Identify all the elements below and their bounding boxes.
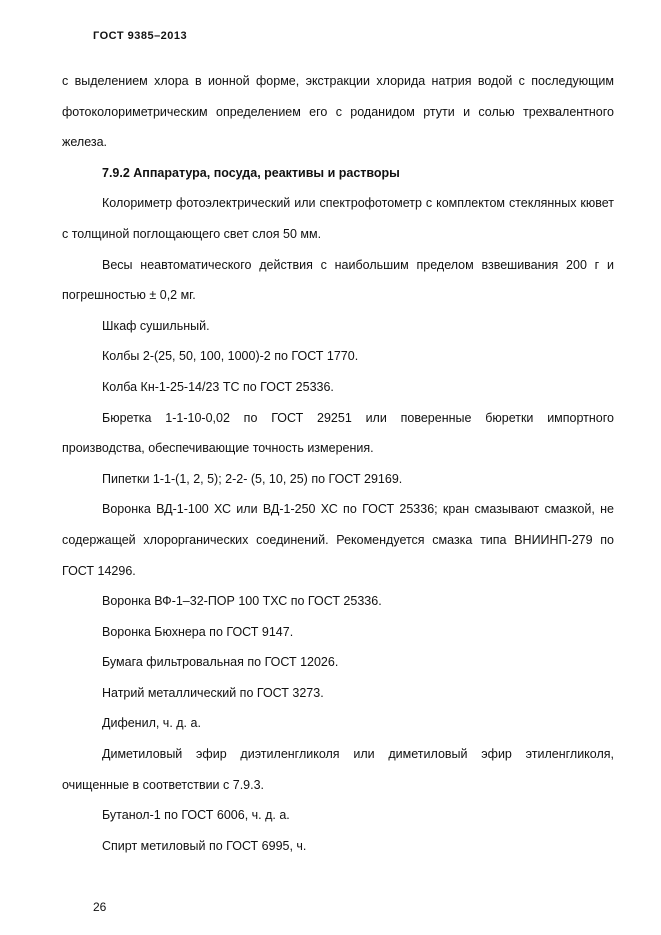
- document-body: [62, 66, 614, 861]
- page-number: 26: [93, 900, 107, 914]
- paragraph-drying-cabinet: Шкаф сушильный.: [102, 318, 210, 333]
- paragraph-buchner-funnel: Воронка Бюхнера по ГОСТ 9147.: [102, 624, 294, 639]
- paragraph-sodium: Натрий металлический по ГОСТ 3273.: [102, 685, 324, 700]
- paragraph-pipettes: Пипетки 1-1-(1, 2, 5); 2-2- (5, 10, 25) по ГОСТ 29169.: [102, 471, 403, 486]
- standard-code-header: ГОСТ 9385–2013: [93, 30, 188, 42]
- continued-paragraph: с выделением хлора в ионной форме, экстракции хлорида натрия водой с последующим фотоколориметрическим определением его с роданидом ртути и солью трехвалентного железа.: [62, 74, 614, 150]
- section-heading: 7.9.2 Аппаратура, посуда, реактивы и растворы: [102, 165, 400, 180]
- paragraph-butanol: Бутанол-1 по ГОСТ 6006, ч. д. а.: [102, 808, 290, 823]
- paragraph-funnel-vd: Воронка ВД-1-100 ХС или ВД-1-250 ХС по ГОСТ 25336; кран смазывают смазкой, не содержащей хлорорганических соединений. Рекомендуется смазка типа ВНИИНП-279 по ГОСТ 14296.: [62, 502, 614, 578]
- paragraph-scales: Весы неавтоматического действия с наибольшим пределом взвешивания 200 г и погрешностью ± 0,2 мг.: [62, 257, 614, 303]
- paragraph-flasks: Колбы 2-(25, 50, 100, 1000)-2 по ГОСТ 1770.: [102, 349, 359, 364]
- paragraph-diphenyl: Дифенил, ч. д. а.: [102, 716, 201, 731]
- paragraph-flask-kn: Колба Кн-1-25-14/23 ТС по ГОСТ 25336.: [102, 379, 334, 394]
- paragraph-dimethyl-ether: Диметиловый эфир диэтиленгликоля или диметиловый эфир этиленгликоля, очищенные в соответствии с 7.9.3.: [62, 747, 614, 792]
- paragraph-colorimeter: Колориметр фотоэлектрический или спектрофотометр с комплектом стеклянных кювет с толщиной поглощающего свет слоя 50 мм.: [62, 196, 614, 241]
- paragraph-burette: Бюретка 1-1-10-0,02 по ГОСТ 29251 или поверенные бюретки импортного производства, обеспечивающие точность измерения.: [62, 410, 614, 456]
- paragraph-funnel-vf: Воронка ВФ-1–32-ПОР 100 ТХС по ГОСТ 25336.: [102, 594, 382, 609]
- paragraph-filter-paper: Бумага фильтровальная по ГОСТ 12026.: [102, 655, 339, 670]
- paragraph-methanol: Спирт метиловый по ГОСТ 6995, ч.: [102, 838, 307, 853]
